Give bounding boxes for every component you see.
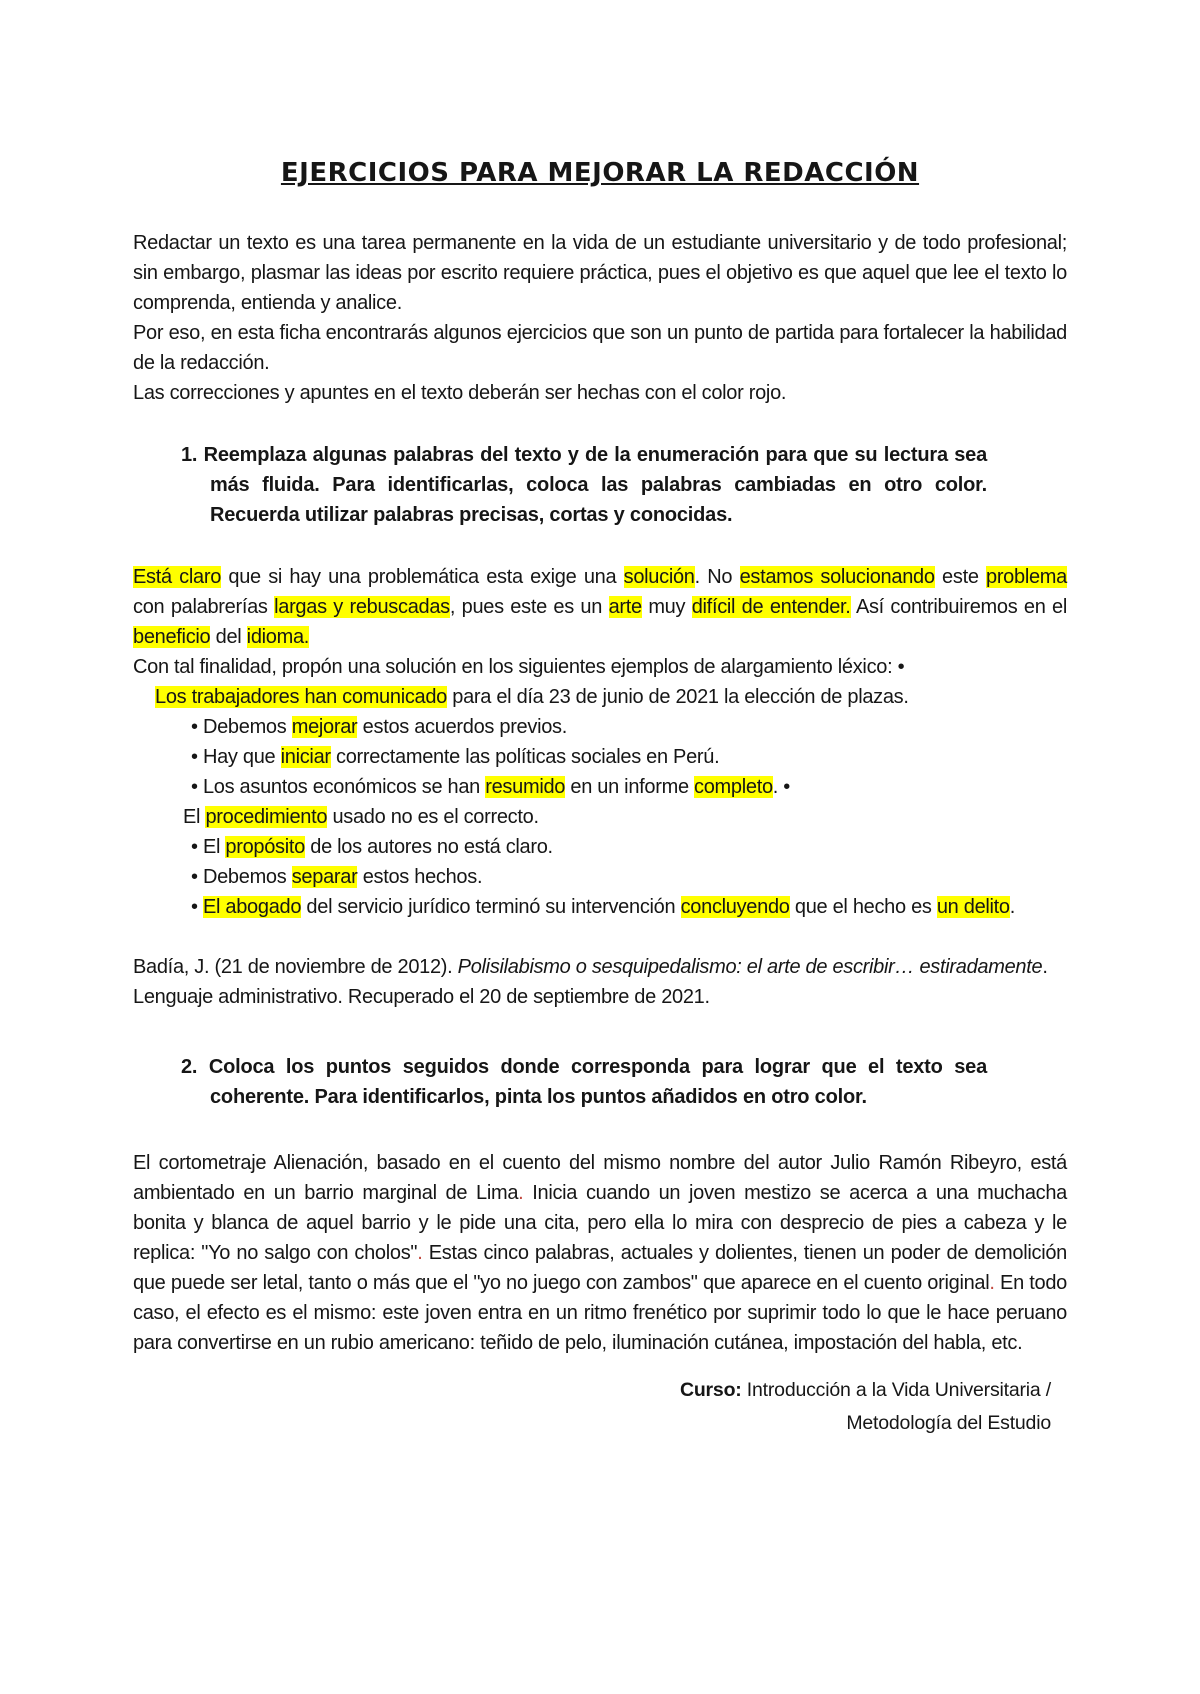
text-segment: procedimiento — [205, 806, 328, 828]
exercise-1-heading: 1. Reemplaza algunas palabras del texto y de la enumeración para que su lectura sea más fluida. Para identificarlas, coloca las palabras cambiadas en otro color. Recuerda utilizar palabras precisas, cortas y conocidas. — [181, 444, 987, 526]
intro-paragraph-2: Por eso, en esta ficha encontrarás algunos ejercicios que son un punto de partida para fortalecer la habilidad de la redacción. — [133, 322, 1067, 374]
text-segment: , pues este es un — [449, 596, 609, 618]
exercise-1-item-5 — [133, 832, 1067, 862]
text-segment: Introducción a la Vida Universitaria / — [741, 1379, 1051, 1401]
course-footer-line-2: Metodología del Estudio — [846, 1412, 1051, 1434]
text-segment: Está claro — [133, 566, 222, 588]
text-segment: estamos solucionando — [739, 566, 935, 588]
text-segment: de los autores no está claro. — [304, 836, 553, 858]
text-segment: El — [183, 806, 206, 828]
text-segment: estos hechos. — [357, 866, 483, 888]
text-segment: En todo caso, el efecto es el mismo: este joven entra en un ritmo frenético por suprimir todo lo que le hace peruano para convertirse en un rubio americano: teñido de pelo, iluminación cutánea, impostación del habla, etc. — [133, 1272, 1067, 1354]
text-segment: Badía, J. (21 de noviembre de 2012). — [133, 956, 458, 978]
text-segment: • Debemos — [191, 716, 292, 738]
exercise-1-prompt-line: Con tal finalidad, propón una solución en los siguientes ejemplos de alargamiento léxico: • — [133, 656, 905, 678]
text-segment: . Lenguaje administrativo. Recuperado el 20 de septiembre de 2021. — [133, 956, 1048, 1008]
exercise-1-item-4 — [133, 772, 1067, 802]
exercise-1-item-3 — [133, 742, 1067, 772]
citation-reference — [133, 952, 1067, 1012]
text-segment: idioma. — [246, 626, 310, 648]
text-segment: del — [210, 626, 247, 648]
text-segment: propósito — [225, 836, 305, 858]
intro-paragraph-1: Redactar un texto es una tarea permanente en la vida de un estudiante universitario y de todo profesional; sin embargo, plasmar las ideas por escrito requiere práctica, pues el objetivo es que aquel que lee el texto lo comprenda, entienda y analice. — [133, 232, 1067, 314]
exercise-2-text — [133, 1148, 1067, 1358]
exercise-1-item-4-continuation — [133, 802, 1067, 832]
text-segment: Polisilabismo o sesquipedalismo: el arte de escribir… estiradamente — [457, 956, 1043, 978]
text-segment: Curso: — [679, 1379, 742, 1401]
text-segment: . — [1009, 896, 1016, 918]
course-footer-line-1 — [133, 1374, 1051, 1407]
text-segment: . — [518, 1182, 524, 1204]
text-segment: • Hay que — [191, 746, 281, 768]
text-segment: . • — [772, 776, 791, 798]
text-segment: . No — [694, 566, 740, 588]
text-segment: • El — [191, 836, 226, 858]
text-segment: arte — [608, 596, 642, 618]
text-segment: • Los asuntos económicos se han — [191, 776, 486, 798]
text-segment: mejorar — [291, 716, 358, 738]
intro-note-red-color: Las correcciones y apuntes en el texto deberán ser hechas con el color rojo. — [133, 382, 787, 404]
text-segment: para el día 23 de junio de 2021 la elección de plazas. — [447, 686, 909, 708]
text-segment: correctamente las políticas sociales en Perú. — [330, 746, 720, 768]
document-title: EJERCICIOS PARA MEJORAR LA REDACCIÓN — [280, 158, 920, 188]
exercise-2-heading: 2. Coloca los puntos seguidos donde corresponda para lograr que el texto sea coherente. Para identificarlos, pinta los puntos añadidos en otro color. — [181, 1056, 987, 1108]
text-segment: • Debemos — [191, 866, 292, 888]
text-segment: usado no es el correcto. — [327, 806, 539, 828]
text-segment: Los trabajadores han comunicado — [155, 686, 448, 708]
text-segment: separar — [291, 866, 358, 888]
text-segment: estos acuerdos previos. — [357, 716, 567, 738]
text-segment: El cortometraje Alienación, basado en el cuento del mismo nombre del autor Julio Ramón Ribeyro, está ambientado en un barrio marginal de Lima — [133, 1152, 1067, 1204]
exercise-1-item-2 — [133, 712, 1067, 742]
text-segment: solución — [623, 566, 695, 588]
text-segment: concluyendo — [680, 896, 790, 918]
text-segment: resumido — [485, 776, 566, 798]
text-segment: problema — [986, 566, 1067, 588]
text-segment: que si hay una problemática esta exige una — [221, 566, 624, 588]
exercise-1-item-7 — [133, 892, 1067, 922]
text-segment: difícil de entender. — [691, 596, 851, 618]
exercise-1-item-1 — [133, 682, 987, 712]
text-segment: este — [934, 566, 986, 588]
text-segment: beneficio — [133, 626, 211, 648]
course-footer — [133, 1374, 1067, 1440]
text-segment: . — [989, 1272, 995, 1294]
text-segment: completo — [694, 776, 773, 798]
text-segment: del servicio jurídico terminó su intervención — [301, 896, 681, 918]
text-segment: muy — [641, 596, 692, 618]
text-segment: iniciar — [280, 746, 331, 768]
text-segment: El abogado — [202, 896, 302, 918]
text-segment: Estas cinco palabras, actuales y dolientes, tienen un poder de demolición que puede ser letal, tanto o más que el "yo no juego con zambos" que aparece en el cuento original — [133, 1242, 1067, 1294]
text-segment: • — [191, 896, 203, 918]
text-segment: que el hecho es — [789, 896, 937, 918]
text-segment: en un informe — [565, 776, 695, 798]
text-segment: Inicia cuando un joven mestizo se acerca a una muchacha bonita y blanca de aquel barrio y le pide una cita, pero ella lo mira con desprecio de pies a cabeza y le replica: "Yo no salgo con cholos" — [133, 1182, 1067, 1264]
text-segment: un delito — [936, 896, 1010, 918]
text-segment: largas y rebuscadas — [274, 596, 450, 618]
text-segment: . — [417, 1242, 423, 1264]
text-segment: Así contribuiremos en el — [850, 596, 1068, 618]
exercise-1-item-6 — [133, 862, 1067, 892]
text-segment: con palabrerías — [133, 596, 275, 618]
exercise-1-example-paragraph — [133, 562, 1067, 652]
